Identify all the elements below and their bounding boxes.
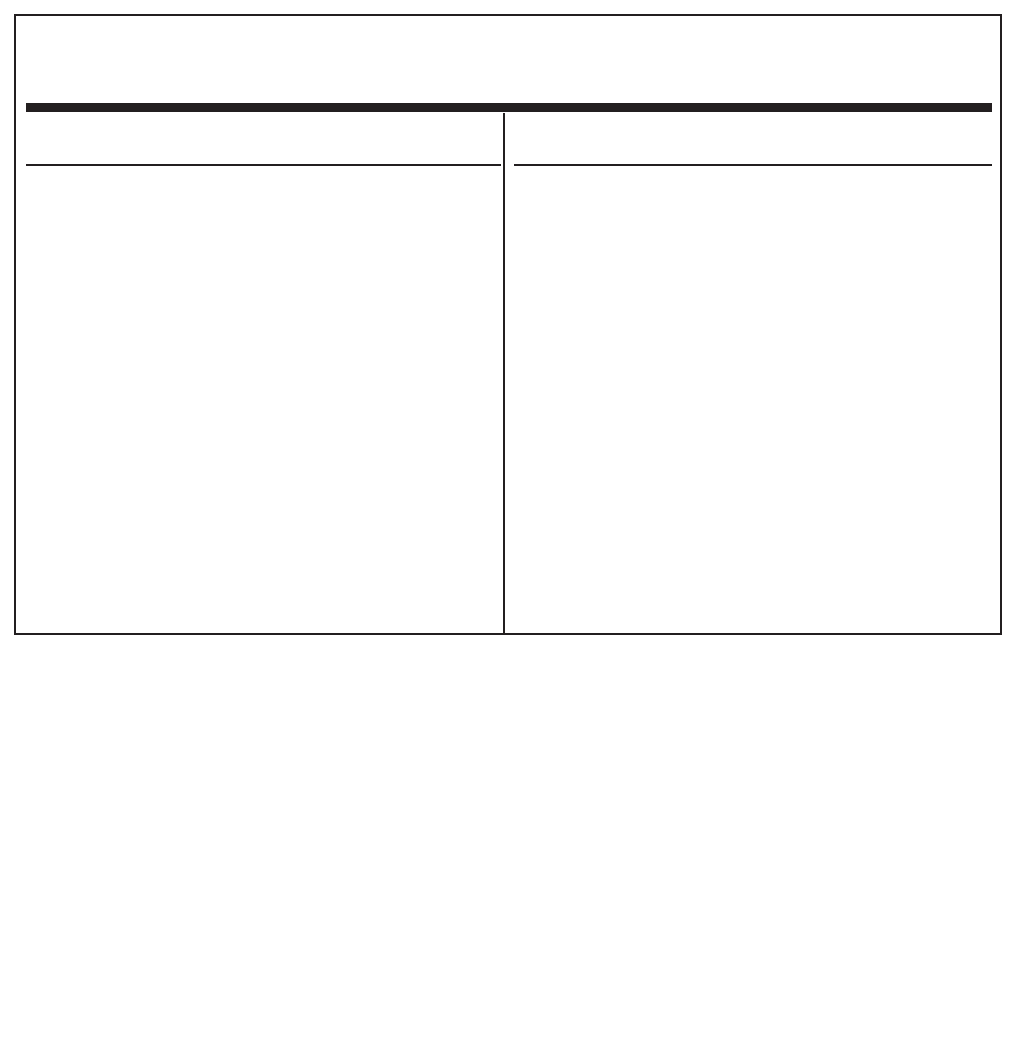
top-thick-rule xyxy=(26,103,992,112)
column-divider xyxy=(503,113,505,635)
left-facts-column xyxy=(26,122,501,166)
right-facts-column xyxy=(514,122,992,166)
left-column-header xyxy=(26,122,501,166)
supplement-facts-panel xyxy=(14,14,1002,635)
right-column-header xyxy=(514,122,992,166)
